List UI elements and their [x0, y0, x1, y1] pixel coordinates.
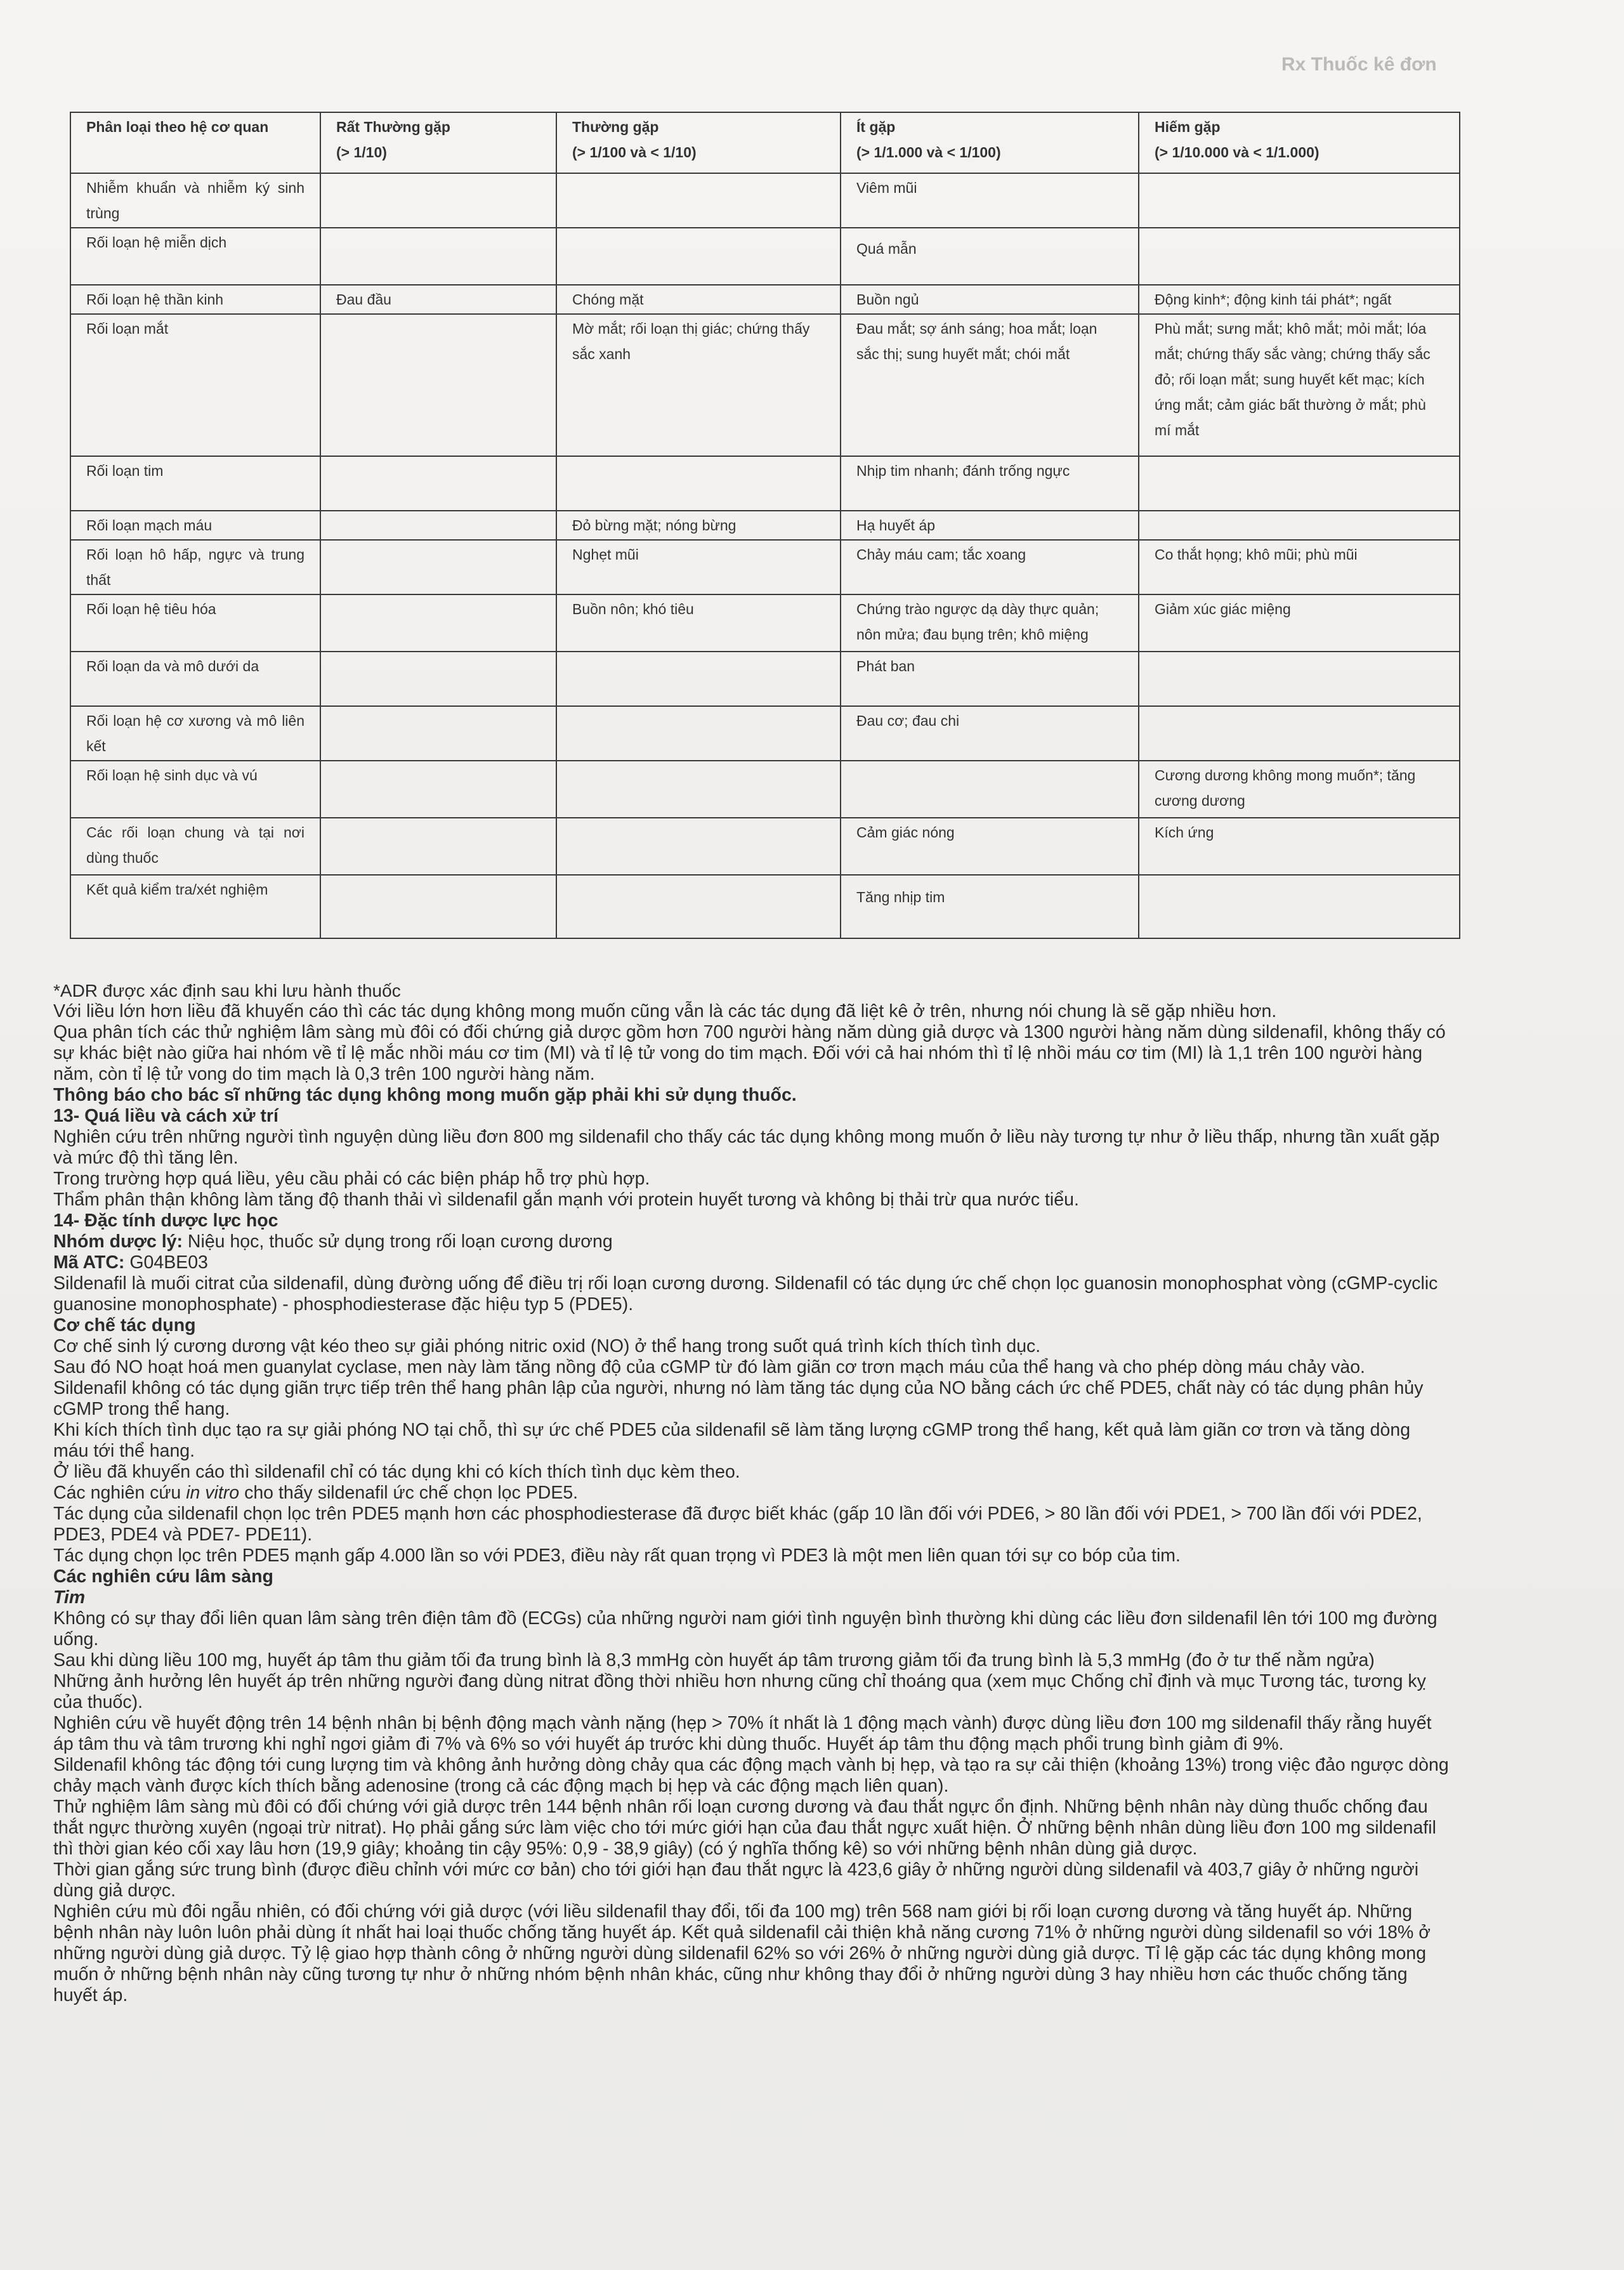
table-row [70, 511, 1460, 540]
paragraph: Sildenafil không có tác dụng giãn trực tiếp trên thể hang phân lập của người, nhưng nó làm tăng tác dụng của NO bằng cách ức chế PDE5, chất này có tác dụng phân hủy cGMP trong thể hang. [53, 1378, 1424, 1419]
table-cell [320, 875, 556, 938]
leaflet-body-text [53, 980, 1449, 2006]
paragraph: Tác dụng chọn lọc trên PDE5 mạnh gấp 4.000 lần so với PDE3, điều này rất quan trọng vì PDE3 là một men liên quan tới sự co bóp của tim. [53, 1545, 1181, 1566]
table-cell: Đỏ bừng mặt; nóng bừng [556, 511, 841, 540]
table-row [70, 652, 1460, 706]
table-cell: Phù mắt; sưng mắt; khô mắt; mỏi mắt; lóa mắt; chứng thấy sắc vàng; chứng thấy sắc đỏ; rối loạn mắt; sung huyết kết mạc; kích ứng mắt; cảm giác bất thường ở mắt; phù mí mắt [1139, 314, 1460, 456]
paragraph: Không có sự thay đổi liên quan lâm sàng trên điện tâm đồ (ECGs) của những người nam giới tình nguyện bình thường khi dùng các liều đơn sildenafil lên tới 100 mg đường uống. [53, 1608, 1437, 1650]
table-cell [320, 540, 556, 594]
adr-footnote: *ADR được xác định sau khi lưu hành thuốc [53, 981, 401, 1001]
table-row [70, 540, 1460, 594]
table-cell [556, 761, 841, 818]
table-row [70, 818, 1460, 875]
paragraph: Với liều lớn hơn liều đã khuyến cáo thì các tác dụng không mong muốn cũng vẫn là các tác dụng đã liệt kê ở trên, nhưng nói chung là sẽ gặp nhiều hơn. [53, 1001, 1277, 1021]
heart-subheading: Tim [53, 1587, 86, 1608]
table-row [70, 285, 1460, 314]
table-row [70, 456, 1460, 511]
atc-value: G04BE03 [124, 1252, 208, 1273]
paragraph: Khi kích thích tình dục tạo ra sự giải phóng NO tại chỗ, thì sự ức chế PDE5 của sildenafil sẽ làm tăng lượng cGMP trong thể hang, kết quả làm giãn cơ trơn và tăng dòng máu tới thể hang. [53, 1420, 1411, 1461]
table-cell: Giảm xúc giác miệng [1139, 594, 1460, 652]
table-cell [320, 761, 556, 818]
group-value: Niệu học, thuốc sử dụng trong rối loạn cương dương [183, 1231, 613, 1252]
table-cell [1139, 706, 1460, 761]
table-cell [841, 761, 1139, 818]
table-cell: Rối loạn hệ tiêu hóa [70, 594, 320, 652]
paragraph: Những ảnh hưởng lên huyết áp trên những người đang dùng nitrat đồng thời nhiều hơn nhưng cũng chỉ thoáng qua (xem mục Chống chỉ định và mục Tương tác, tương kỵ của thuốc). [53, 1671, 1426, 1712]
table-cell [1139, 511, 1460, 540]
paragraph: Nghiên cứu trên những người tình nguyện dùng liều đơn 800 mg sildenafil cho thấy các tác dụng không mong muốn ở liều này tương tự như ở liều thấp, nhưng tần xuất gặp và mức độ thì tăng lên. [53, 1127, 1440, 1168]
table-cell: Co thắt họng; khô mũi; phù mũi [1139, 540, 1460, 594]
paragraph: Nghiên cứu mù đôi ngẫu nhiên, có đối chứng với giả dược (với liều sildenafil thay đổi, tối đa 100 mg) trên 568 nam giới bị rối loạn cương dương và tăng huyết áp. Những bệnh nhân này luôn luôn phải dùng ít nhất hai loại thuốc chống tăng huyết áp. Kết quả sildenafil cải thiện khả năng cương 71% ở những người dùng sildenafil so với 18% ở những người dùng giả dược. Tỷ lệ giao hợp thành công ở những người dùng sildenafil 62% so với 26% ở những người dùng giả dược. Tỉ lệ gặp các tác dụng không mong muốn ở những bệnh nhân này cũng tương tự như ở những nhóm bệnh nhân khác, cũng như không thay đổi ở những người dùng 3 hay nhiều hơn các thuốc chống tăng huyết áp. [53, 1901, 1431, 2005]
table-cell: Buồn ngủ [841, 285, 1139, 314]
clinical-studies-heading: Các nghiên cứu lâm sàng [53, 1566, 273, 1587]
table-row [70, 875, 1460, 938]
table-cell: Rối loạn hệ sinh dục và vú [70, 761, 320, 818]
table-cell [1139, 228, 1460, 285]
table-row [70, 228, 1460, 285]
table-row [70, 594, 1460, 652]
header-cell: Phân loại theo hệ cơ quan [70, 112, 320, 173]
table-cell [556, 228, 841, 285]
table-cell [556, 456, 841, 511]
table-cell: Phát ban [841, 652, 1139, 706]
table-cell [556, 875, 841, 938]
table-cell [556, 652, 841, 706]
table-cell [320, 173, 556, 228]
table-cell [320, 511, 556, 540]
table-cell [1139, 875, 1460, 938]
paragraph: Sau đó NO hoạt hoá men guanylat cyclase, men này làm tăng nồng độ của cGMP từ đó làm giãn cơ trơn mạch máu của thể hang và cho phép dòng máu chảy vào. [53, 1357, 1365, 1377]
table-cell: Rối loạn hệ miễn dịch [70, 228, 320, 285]
table-cell [320, 314, 556, 456]
adverse-reactions-table [70, 112, 1460, 939]
paragraph: Thời gian gắng sức trung bình (được điều chỉnh với mức cơ bản) cho tới giới hạn đau thắt ngực là 423,6 giây ở những người dùng sildenafil và 403,7 giây ở những người dùng giả dược. [53, 1860, 1419, 1901]
table-cell [320, 652, 556, 706]
table-cell: Rối loạn hệ thần kinh [70, 285, 320, 314]
table-cell: Đau cơ; đau chi [841, 706, 1139, 761]
table-row [70, 706, 1460, 761]
mechanism-heading: Cơ chế tác dụng [53, 1315, 196, 1335]
table-cell [1139, 173, 1460, 228]
table-row [70, 761, 1460, 818]
table-cell: Viêm mũi [841, 173, 1139, 228]
text-fragment: cho thấy sildenafil ức chế chọn lọc PDE5. [239, 1483, 579, 1503]
paragraph: Thử nghiệm lâm sàng mù đôi có đối chứng với giả dược trên 144 bệnh nhân rối loạn cương dương và đau thắt ngực ổn định. Những bệnh nhân này dùng thuốc chống đau thắt ngực thường xuyên (ngoại trừ nitrat). Họ phải gắng sức làm việc cho tới mức giới hạn của đau thắt ngực xuất hiện. Ở những bệnh nhân dùng liều đơn 100 mg sildenafil thì thời gian kéo cối xay lâu hơn (19,9 giây; khoảng tin cậy 95%: 0,9 - 38,9 giây) (có ý nghĩa thống kê) so với những bệnh nhân dùng giả dược. [53, 1797, 1436, 1859]
section-title-pharmacodynamics: 14- Đặc tính dược lực học [53, 1210, 278, 1231]
table-cell: Rối loạn hệ cơ xương và mô liên kết [70, 706, 320, 761]
table-cell: Rối loạn mạch máu [70, 511, 320, 540]
paragraph: Thẩm phân thận không làm tăng độ thanh thải vì sildenafil gắn mạnh với protein huyết tương và không bị thải trừ qua nước tiểu. [53, 1190, 1079, 1210]
atc-code [53, 1252, 1449, 1273]
paragraph: Tác dụng của sildenafil chọn lọc trên PDE5 mạnh hơn các phosphodiesterase đã được biết khác (gấp 10 lần đối với PDE6, > 80 lần đối với PDE1, > 700 lần đối với PDE2, PDE3, PDE4 và PDE7- PDE11). [53, 1504, 1422, 1545]
header-cell: Thường gặp (> 1/100 và < 1/10) [556, 112, 841, 173]
table-cell: Tăng nhịp tim [841, 875, 1139, 938]
in-vitro-term: in vitro [186, 1483, 240, 1503]
section-title-overdose: 13- Quá liều và cách xử trí [53, 1106, 278, 1126]
table-cell [556, 818, 841, 875]
table-cell [320, 456, 556, 511]
table-cell: Rối loạn hô hấp, ngực và trung thất [70, 540, 320, 594]
table-cell: Rối loạn tim [70, 456, 320, 511]
paragraph: Cơ chế sinh lý cương dương vật kéo theo sự giải phóng nitric oxid (NO) ở thể hang trong suốt quá trình kích thích tình dục. [53, 1336, 1041, 1356]
paragraph: Sildenafil là muối citrat của sildenafil, dùng đường uống để điều trị rối loạn cương dương. Sildenafil có tác dụng ức chế chọn lọc guanosin monophosphat vòng (cGMP-cyclic guanosine monophosphate) - phosphodiesterase đặc hiệu typ 5 (PDE5). [53, 1273, 1438, 1315]
group-label: Nhóm dược lý: [53, 1231, 183, 1252]
paragraph: Trong trường hợp quá liều, yêu cầu phải có các biện pháp hỗ trợ phù hợp. [53, 1169, 650, 1189]
table-cell [320, 706, 556, 761]
table-cell [1139, 456, 1460, 511]
table-cell: Chảy máu cam; tắc xoang [841, 540, 1139, 594]
table-cell [320, 228, 556, 285]
table-cell [320, 818, 556, 875]
table-cell: Kết quả kiểm tra/xét nghiệm [70, 875, 320, 938]
table-cell: Kích ứng [1139, 818, 1460, 875]
table-row [70, 173, 1460, 228]
table-cell: Đau mắt; sợ ánh sáng; hoa mắt; loạn sắc thị; sung huyết mắt; chói mắt [841, 314, 1139, 456]
header-cell: Hiếm gặp (> 1/10.000 và < 1/1.000) [1139, 112, 1460, 173]
table-cell: Cương dương không mong muốn*; tăng cương dương [1139, 761, 1460, 818]
table-cell: Quá mẫn [841, 228, 1139, 285]
table-cell: Rối loạn mắt [70, 314, 320, 456]
table-cell: Động kinh*; động kinh tái phát*; ngất [1139, 285, 1460, 314]
table-cell: Chóng mặt [556, 285, 841, 314]
table-cell [1139, 652, 1460, 706]
table-cell: Các rối loạn chung và tại nơi dùng thuốc [70, 818, 320, 875]
table-cell: Mờ mắt; rối loạn thị giác; chứng thấy sắc xanh [556, 314, 841, 456]
paragraph: Sau khi dùng liều 100 mg, huyết áp tâm thu giảm tối đa trung bình là 8,3 mmHg còn huyết áp tâm trương giảm tối đa trung bình là 5,3 mmHg (đo ở tư thế nằm ngửa) [53, 1650, 1375, 1670]
table-cell: Rối loạn da và mô dưới da [70, 652, 320, 706]
paragraph: Qua phân tích các thử nghiệm lâm sàng mù đôi có đối chứng giả dược gồm hơn 700 người hàng năm dùng giả dược và 1300 người hàng năm dùng sildenafil, không thấy có sự khác biệt nào giữa hai nhóm về tỉ lệ mắc nhồi máu cơ tim (MI) và tỉ lệ tử vong do tim mạch. Đối với cả hai nhóm thì tỉ lệ nhồi máu cơ tim (MI) là 1,1 trên 100 người hàng năm, còn tỉ lệ tử vong do tim mạch là 0,3 trên 100 người hàng năm. [53, 1022, 1446, 1084]
table-cell: Hạ huyết áp [841, 511, 1139, 540]
table-cell: Nghẹt mũi [556, 540, 841, 594]
table-row [70, 314, 1460, 456]
table-cell: Nhiễm khuẩn và nhiễm ký sinh trùng [70, 173, 320, 228]
notice-heading: Thông báo cho bác sĩ những tác dụng không mong muốn gặp phải khi sử dụng thuốc. [53, 1085, 797, 1105]
table-cell [556, 173, 841, 228]
table-cell: Chứng trào ngược dạ dày thực quản; nôn mửa; đau bụng trên; khô miệng [841, 594, 1139, 652]
atc-label: Mã ATC: [53, 1252, 125, 1273]
text-fragment: Các nghiên cứu [53, 1483, 187, 1503]
table-cell [556, 706, 841, 761]
table-header-row [70, 112, 1460, 173]
table-cell: Buồn nôn; khó tiêu [556, 594, 841, 652]
table-cell: Cảm giác nóng [841, 818, 1139, 875]
prescription-label: Rx Thuốc kê đơn [1281, 54, 1437, 75]
table-cell: Nhịp tim nhanh; đánh trống ngực [841, 456, 1139, 511]
paragraph [53, 1483, 1449, 1504]
paragraph: Nghiên cứu về huyết động trên 14 bệnh nhân bị bệnh động mạch vành nặng (hẹp > 70% ít nhất là 1 động mạch vành) được dùng liều đơn 100 mg sildenafil thấy rằng huyết áp tâm thu và tâm trương khi nghỉ ngơi giảm đi 7% và 6% so với huyết áp trước khi dùng thuốc. Huyết áp tâm thu động mạch phổi trung bình giảm đi 9%. [53, 1713, 1432, 1754]
paragraph: Sildenafil không tác động tới cung lượng tim và không ảnh hưởng dòng chảy qua các động mạch vành bị hẹp, và tạo ra sự cải thiện (khoảng 13%) trong việc đảo ngược dòng chảy mạch vành được kích thích bằng adenosine (trong cả các động mạch bị hẹp và các động mạch liên quan). [53, 1755, 1449, 1796]
table-cell: Đau đầu [320, 285, 556, 314]
pharmacologic-group [53, 1231, 1449, 1252]
header-cell: Rất Thường gặp (> 1/10) [320, 112, 556, 173]
table-cell [320, 594, 556, 652]
header-cell: Ít gặp (> 1/1.000 và < 1/100) [841, 112, 1139, 173]
paragraph: Ở liều đã khuyến cáo thì sildenafil chỉ có tác dụng khi có kích thích tình dục kèm theo. [53, 1462, 740, 1482]
